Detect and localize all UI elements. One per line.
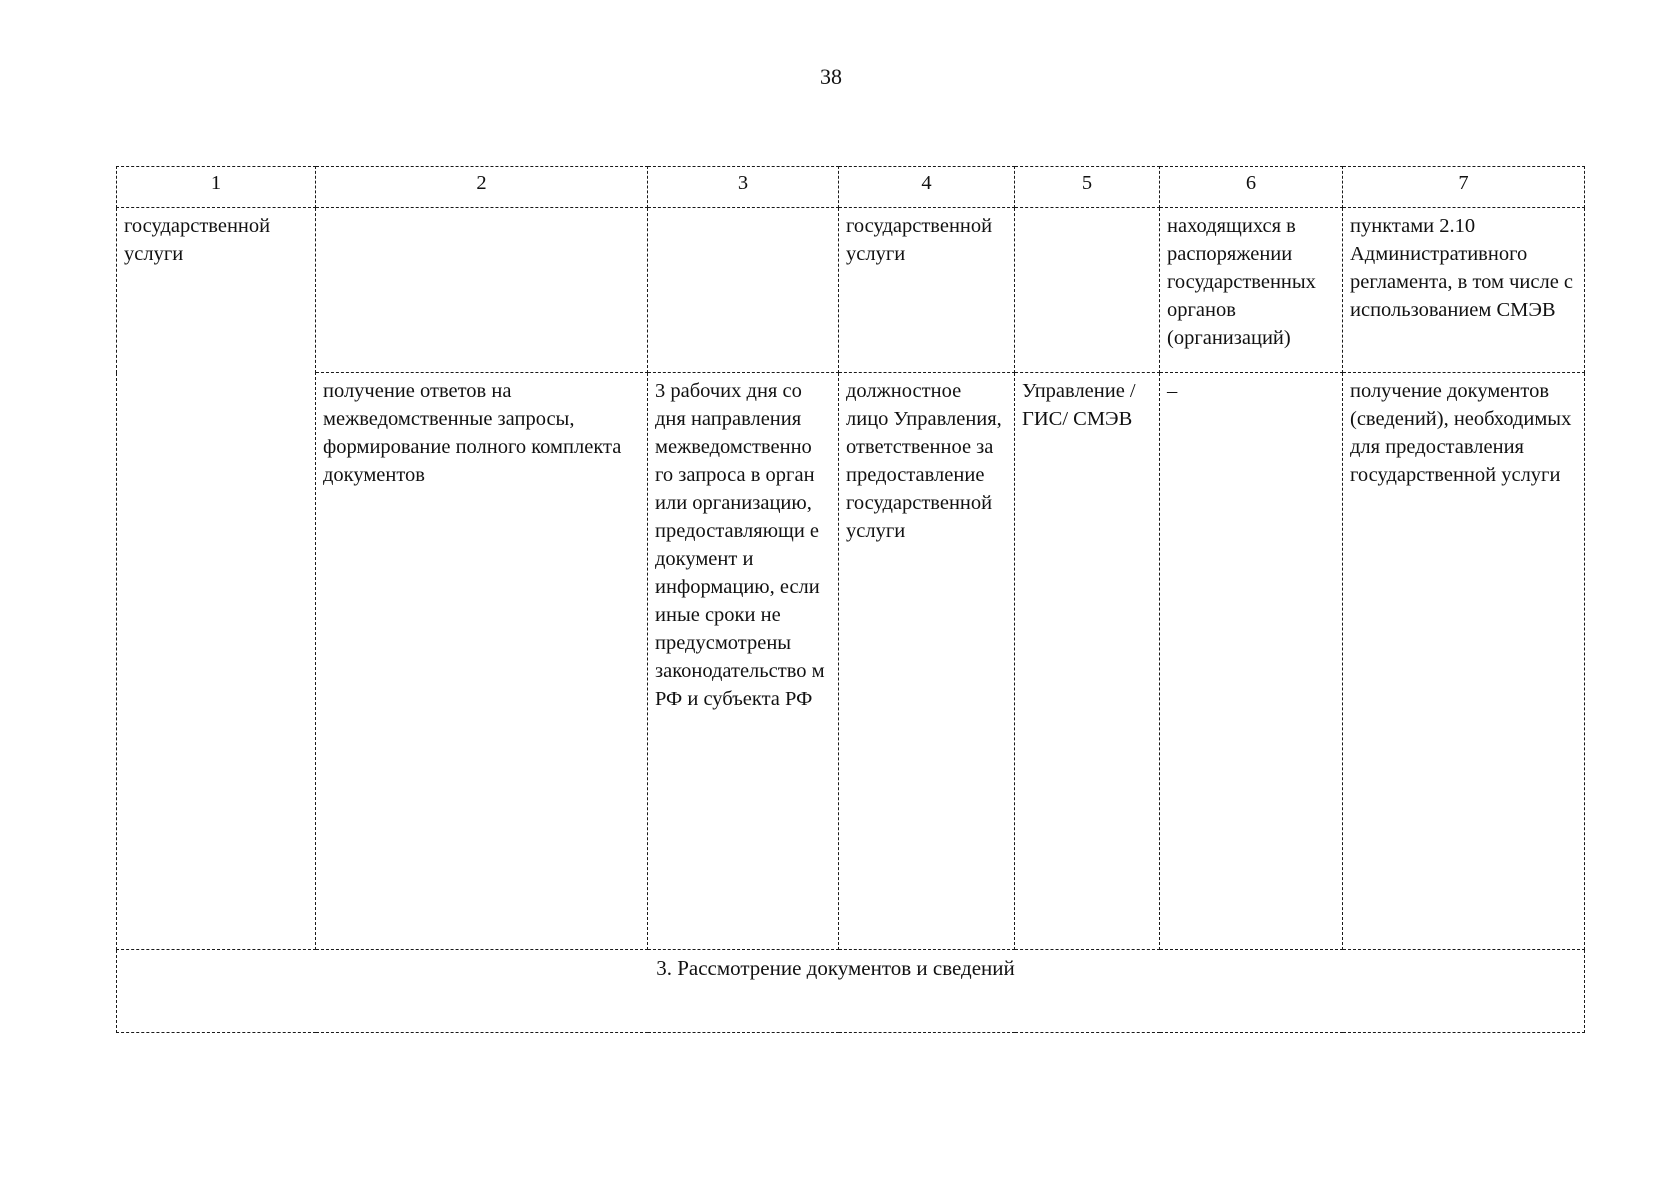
cell-text: государственной услуги (124, 215, 271, 265)
table-cell (316, 373, 648, 950)
table-header-row (117, 167, 1585, 208)
table-cell (1160, 208, 1343, 373)
table-cell (648, 373, 839, 950)
table-cell (1343, 208, 1585, 373)
table-cell (117, 208, 316, 950)
table-cell (1343, 373, 1585, 950)
column-number-2: 2 (316, 167, 648, 208)
cell-text: – (1167, 380, 1178, 402)
cell-text: должностное лицо Управления, ответственное за предоставление государственной услуги (846, 380, 1002, 542)
regulation-table (116, 166, 1585, 1033)
cell-text: Управление /ГИС/ СМЭВ (1022, 380, 1136, 430)
column-number-3: 3 (648, 167, 839, 208)
cell-text: находящихся в распоряжении государственных органов (организаций) (1167, 215, 1316, 349)
table-cell (1015, 373, 1160, 950)
table-row (117, 208, 1585, 373)
table-cell (316, 208, 648, 373)
column-number-6: 6 (1160, 167, 1343, 208)
column-number-5: 5 (1015, 167, 1160, 208)
column-number-7: 7 (1343, 167, 1585, 208)
cell-text: государственной услуги (846, 215, 993, 265)
table-row (117, 373, 1585, 950)
cell-text: 3 рабочих дня со дня направления межведомственно го запроса в орган или организацию, предоставляющи е документ и информацию, если иные сроки не предусмотрены законодательство м РФ и субъекта РФ (655, 380, 825, 710)
table-cell (1015, 208, 1160, 373)
column-number-4: 4 (839, 167, 1015, 208)
cell-text: получение документов (сведений), необходимых для предоставления государственной услуги (1350, 380, 1572, 486)
table-cell (1160, 373, 1343, 950)
column-number-1: 1 (117, 167, 316, 208)
table-cell (839, 208, 1015, 373)
cell-text: получение ответов на межведомственные запросы, формирование полного комплекта документов (323, 380, 622, 486)
table-cell (648, 208, 839, 373)
cell-text: пунктами 2.10 Административного регламента, в том числе с использованием СМЭВ (1350, 215, 1574, 321)
section-heading: 3. Рассмотрение документов и сведений (117, 950, 1585, 1033)
page-number: 38 (820, 64, 842, 89)
table-cell (839, 373, 1015, 950)
section-row (117, 950, 1585, 1033)
